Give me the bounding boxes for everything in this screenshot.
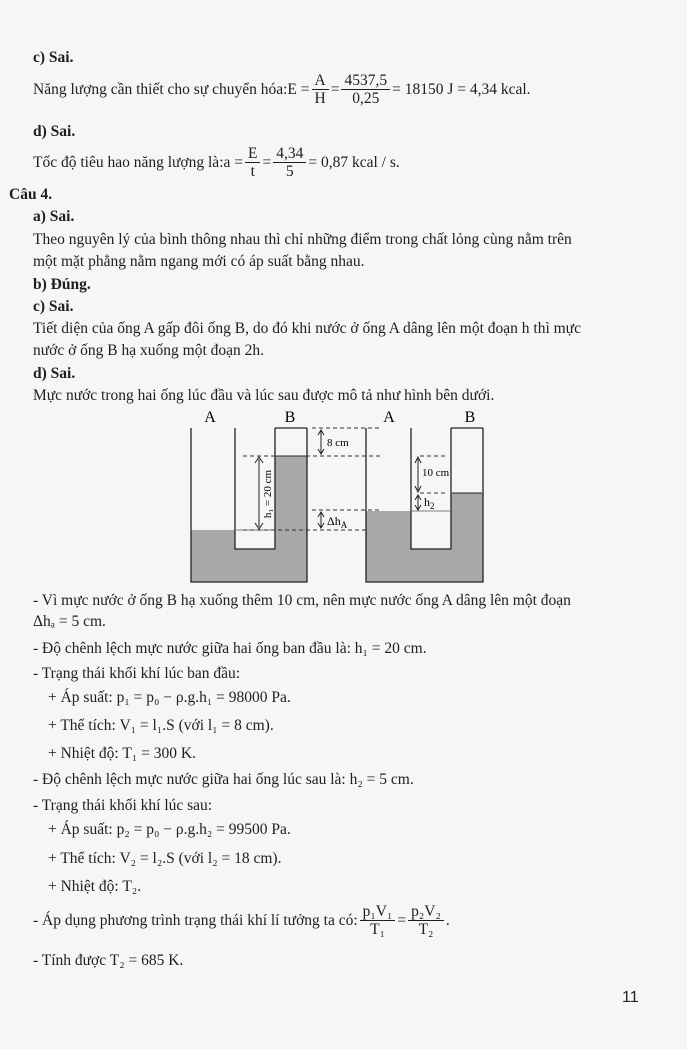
bullet-4: - Độ chênh lệch mực nước giữa hai ống lúc sau là: h₂ = 5 cm.: [33, 771, 414, 788]
bullet-7: - Tính được T₂ = 685 K.: [33, 952, 184, 969]
bullet-1-line-2: Δhₐ = 5 cm.: [33, 613, 106, 630]
rate-label: Tốc độ tiêu hao năng lượng là:: [33, 153, 224, 171]
para-d: Mực nước trong hai ống lúc đầu và lúc sau được mô tả như hình bên dưới.: [33, 387, 495, 404]
right-water-a: [366, 511, 411, 582]
left-water-b: [275, 456, 307, 582]
energy-fraction-2: $\frac{4537,5}{0,25}$: [341, 72, 390, 107]
left-water-a: [191, 530, 235, 582]
bullet-5: - Trạng thái khối khí lúc sau:: [33, 797, 213, 814]
energy-label: Năng lượng cần thiết cho sự chuyển hóa:: [33, 80, 288, 98]
left-label-b: B: [284, 409, 296, 426]
volume-1: + Thể tích: V₁ = l₁.S (với l₁ = 8 cm).: [48, 717, 274, 734]
left-water-bottom: [235, 549, 275, 582]
para-a-line-1: Theo nguyên lý của bình thông nhau thì chỉ những điểm trong chất lỏng cùng nằm trên: [33, 231, 572, 248]
para-c-line-2: nước ở ống B hạ xuống một đoạn 2h.: [33, 342, 265, 359]
bullet-6-label: - Áp dụng phương trình trạng thái khí lí tưởng ta có:: [33, 911, 358, 929]
rate-fraction-2: $\frac{4,34}{5}$: [273, 145, 306, 180]
item-d-sai: d) Sai.: [33, 123, 76, 140]
right-label-a: A: [383, 409, 395, 426]
para-a-line-2: một mặt phẳng nằm ngang mới có áp suất bằng nhau.: [33, 253, 365, 270]
label-h1: h₁ = 20 cm: [262, 469, 274, 519]
bullet-3: - Trạng thái khối khí lúc ban đầu:: [33, 665, 241, 682]
item-d-sai-2: d) Sai.: [33, 365, 76, 382]
energy-result: = 18150 J = 4,34 kcal.: [392, 80, 531, 98]
temperature-1: + Nhiệt độ: T₁ = 300 K.: [48, 745, 196, 762]
para-c-line-1: Tiết diện của ống A gấp đôi ống B, do đó khi nước ở ống A dâng lên một đoạn h thì mực: [33, 320, 581, 337]
pressure-1: + Áp suất: p₁ = p₀ − ρ.g.h₁ = 98000 Pa.: [48, 689, 291, 706]
gas-eq-left: $\frac{\text{p₁V₁}}{\text{T₁}}$: [360, 903, 396, 938]
pressure-2: + Áp suất: p₂ = p₀ − ρ.g.h₂ = 99500 Pa.: [48, 821, 291, 838]
label-delta-ha: $\Delta h_A$: [327, 514, 348, 530]
volume-2: + Thể tích: V₂ = l₂.S (với l₂ = 18 cm).: [48, 850, 282, 867]
right-water-bottom: [411, 549, 451, 582]
right-water-b: [451, 493, 483, 582]
energy-line: Năng lượng cần thiết cho sự chuyển hóa: E = $\frac{A}{H}$ = $\frac{4537,5}{0,25}$ = 18150 J = 4,34 kcal.: [33, 72, 531, 107]
bullet-2: - Độ chênh lệch mực nước giữa hai ống ban đầu là: h₁ = 20 cm.: [33, 640, 427, 657]
item-b-dung: b) Đúng.: [33, 276, 91, 293]
page-number: 11: [622, 989, 639, 1006]
temperature-2: + Nhiệt độ: T₂.: [48, 878, 142, 895]
tubes-figure: [180, 404, 500, 586]
left-label-a: A: [204, 409, 216, 426]
rate-result: = 0,87 kcal / s.: [308, 153, 400, 171]
rate-line: Tốc độ tiêu hao năng lượng là: a = $\frac{E}{t}$ = $\frac{4,34}{5}$ = 0,87 kcal / s.: [33, 145, 400, 180]
question-4-heading: Câu 4.: [9, 186, 53, 203]
energy-lhs: E =: [287, 80, 310, 98]
label-10cm: 10 cm: [422, 467, 450, 479]
energy-fraction-1: $\frac{A}{H}$: [312, 72, 329, 107]
right-label-b: B: [464, 409, 476, 426]
rate-fraction-1: $\frac{E}{t}$: [245, 145, 260, 180]
item-a-sai: a) Sai.: [33, 208, 75, 225]
bullet-1-line-1: - Vì mực nước ở ống B hạ xuống thêm 10 cm, nên mực nước ống A dâng lên một đoạn: [33, 592, 571, 609]
item-c-sai: c) Sai.: [33, 49, 74, 66]
gas-eq-right: $\frac{\text{p₂V₂}}{\text{T₂}}$: [408, 903, 444, 938]
bullet-6: - Áp dụng phương trình trạng thái khí lí tưởng ta có: $\frac{\text{p₁V₁}}{\text{T₁}}$ = $\frac{\text{p₂V₂}}{\text{T₂}}$ .: [33, 903, 450, 938]
item-c-sai-2: c) Sai.: [33, 298, 74, 315]
rate-lhs: a =: [223, 153, 243, 171]
label-8cm: 8 cm: [327, 437, 349, 449]
label-h2: $h_2$: [424, 495, 435, 511]
